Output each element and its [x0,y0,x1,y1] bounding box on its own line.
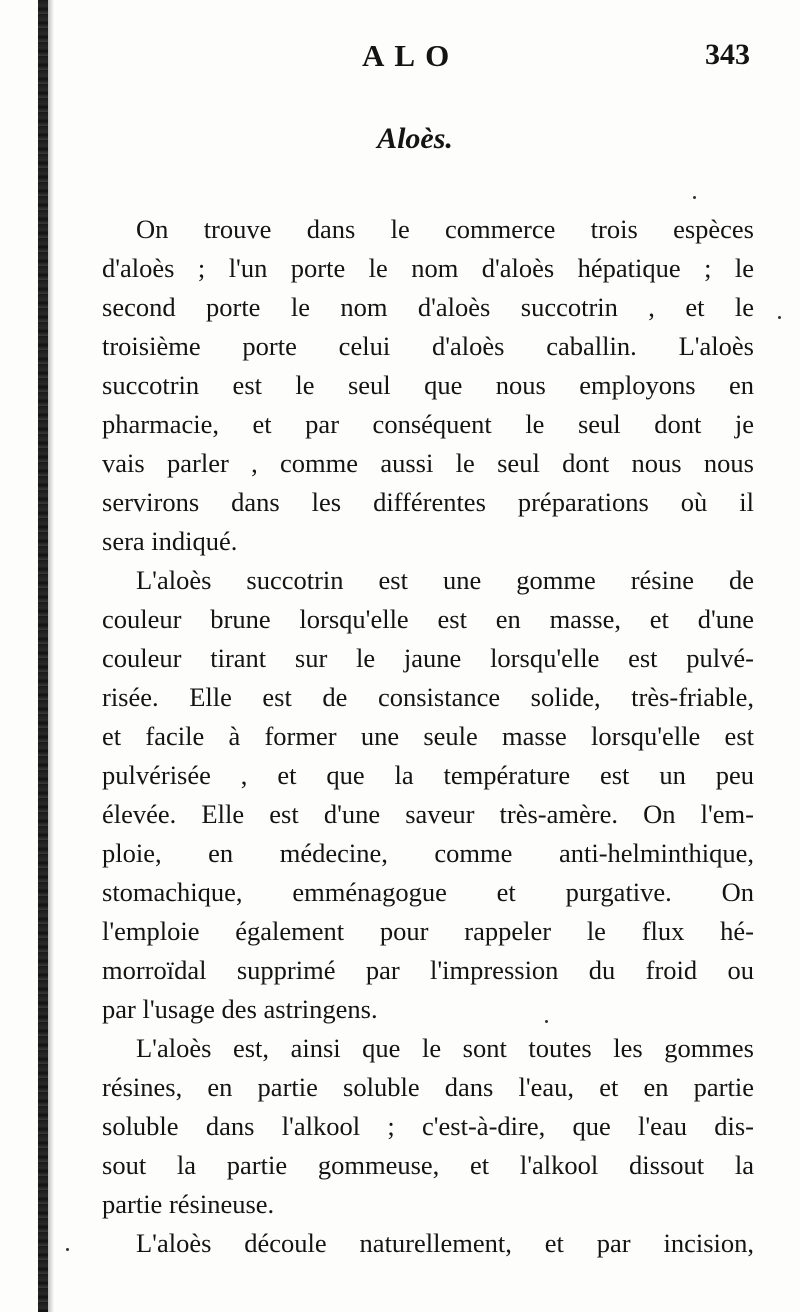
text-line: vais parler , comme aussi le seul dont nous nous [102,448,754,478]
text-line: troisième porte celui d'aloès caballin. L'aloès [102,331,754,361]
text-line: morroïdal supprimé par l'impression du froid ou [102,955,754,985]
text-line: pharmacie, et par conséquent le seul dont je [102,409,754,439]
text-line: L'aloès découle naturellement, et par incision, [136,1228,754,1258]
text-line: couleur brune lorsqu'elle est en masse, et d'une [102,604,754,634]
paragraph-1 [102,210,754,561]
text-line: ploie, en médecine, comme anti-helminthique, [102,838,754,868]
text-line: L'aloès succotrin est une gomme résine de [136,565,754,595]
text-line: stomachique, emménagogue et purgative. On [102,877,754,907]
text-line: par l'usage des astringens. [102,994,378,1024]
text-line: résines, en partie soluble dans l'eau, et en partie [102,1072,754,1102]
ink-speck [778,316,781,319]
text-line: élevée. Elle est d'une saveur très-amère. On l'em- [102,799,754,829]
book-binding-edge [38,0,48,1312]
running-head [0,38,800,88]
text-line: succotrin est le seul que nous employons en [102,370,754,400]
paragraph-4 [102,1224,754,1263]
text-line: sout la partie gommeuse, et l'alkool dissout la [102,1150,754,1180]
text-line: soluble dans l'alkool ; c'est-à-dire, que l'eau dis- [102,1111,754,1141]
text-body [102,210,754,1263]
ink-speck [693,196,696,199]
text-line: second porte le nom d'aloès succotrin , et le [102,292,754,322]
section-title: Aloès. [377,122,453,155]
text-line: partie résineuse. [102,1189,275,1219]
ink-speck [66,1248,69,1251]
text-line: l'emploie également pour rappeler le flux hé- [102,916,754,946]
ink-speck [545,1020,548,1023]
text-line: sera indiqué. [102,526,238,556]
text-line: couleur tirant sur le jaune lorsqu'elle est pulvé- [102,643,754,673]
text-line: On trouve dans le commerce trois espèces [136,214,754,244]
running-title: ALO [362,38,460,73]
text-line: servirons dans les différentes préparations où il [102,487,754,517]
page-number: 343 [705,38,750,71]
paragraph-3 [102,1029,754,1224]
text-line: et facile à former une seule masse lorsqu'elle est [102,721,754,751]
text-line: L'aloès est, ainsi que le sont toutes les gommes [136,1033,754,1063]
text-line: risée. Elle est de consistance solide, très-friable, [102,682,754,712]
paragraph-2 [102,561,754,1029]
text-line: d'aloès ; l'un porte le nom d'aloès hépatique ; le [102,253,754,283]
text-line: pulvérisée , et que la température est un peu [102,760,754,790]
binding-shadow [48,0,54,1312]
